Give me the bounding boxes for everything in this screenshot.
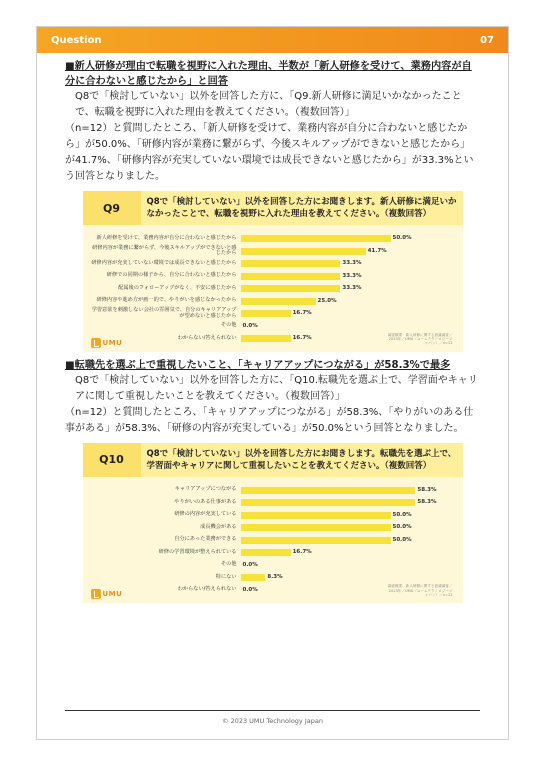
umu-logo-text: UMU [102,590,123,598]
section2-title: ■転職先を選ぶ上で重視したいこと、「キャリアアップにつながる」が58.3%で最多 [65,359,451,371]
bar [241,574,266,581]
q9-label: Q9 [102,201,120,215]
bar-row [89,296,457,307]
bar-track [241,298,421,305]
q10-question-text: Q8で「検討していない」以外を回答した方にお聞きします。転職先を選ぶ上で、学習面やキャリアに関して重視したいことを教えてください。（複数回答） [141,443,463,477]
value-label: 16.7% [292,549,312,555]
q10-chart-header [83,443,463,477]
category-label: 研修内容が充実していない環境では成長できないと感じたから [91,259,237,266]
bar-track [241,562,421,569]
q10-label: Q10 [99,453,124,466]
section1-paragraph-1: Q8で「検討していない」以外を回答した方に、「Q9.新人研修に満足いかなかったことで、転職を視野に入れた理由を教えてください。（複数回答）」 [75,91,462,118]
bar [241,537,391,544]
bar-row [89,497,457,508]
category-label: 研修の内容が充実している [174,511,237,518]
q9-question-text: Q8で「検討していない」以外を回答した方にお聞きします。新人研修に満足いかなかったことで、転職を視野に入れた理由を教えてください。（複数回答） [141,191,463,225]
value-label: 58.3% [417,499,437,505]
bar [241,310,291,317]
category-label: 配属後のフォローアップがなく、不安に感じたから [118,284,237,291]
umu-logo-text: UMU [102,338,123,347]
category-label: 研修での同期の様子から、自分に合わないと感じたから [106,272,237,279]
page-number: 07 [480,34,494,46]
section1-paragraph-2: （n=12）と質問したところ、「新人研修を受けて、業務内容が自分に合わないと感じたから」が50.0%、「研修内容が業務に繋がらず、今後スキルアップができないと感じたから」が41.7%、「研修内容が充実していない環境では成長できないと感じたから」が33.3%という回答となりました。 [65,123,474,182]
report-page [36,26,509,740]
bar [241,285,341,292]
bar-track [241,549,421,556]
bar-row [89,510,457,521]
bar-track [241,323,421,330]
bar-row [89,547,457,558]
value-label: 50.0% [392,524,412,530]
page-content [37,53,508,603]
section2-paragraph-1: Q8で「検討していない」以外を回答した方に、「Q10.転職先を選ぶ上で、学習面やキャリアに関して重視したいことを教えてください。（複数回答）」 [75,374,478,402]
category-label: 研修内容が業務に繋がらず、今後スキルアップができないと感じたから [92,244,237,256]
category-label: その他 [220,322,237,329]
category-label: 新人研修を受けて、業務内容が自分に合わないと感じたから [96,234,237,241]
category-label: 自分にあった業務ができる [174,536,237,543]
bar-track [241,574,421,581]
value-label: 50.0% [392,511,412,518]
category-label: 研修内容や進め方が画一的で、やりがいを感じなかったから [96,297,237,304]
section1-title: ■新人研修が理由で転職を視野に入れた理由、半数が「新人研修を受けて、業務内容が自分に合わないと感じたから」と回答 [65,61,472,87]
umu-logo-icon [91,589,101,599]
header-label: Question [51,34,102,46]
bar [241,487,416,494]
umu-logo-icon [91,338,101,348]
bar-track [241,512,421,519]
category-label: わからない/答えられない [177,334,237,341]
value-label: 50.0% [392,536,412,543]
bar [241,260,341,267]
bar-row [89,283,457,294]
value-label: 8.3% [267,574,283,580]
bar [241,512,391,519]
value-label: 0.0% [242,322,258,329]
bar [241,235,391,242]
umu-logo [91,338,123,348]
q10-chart [83,443,463,604]
q9-chart [83,191,463,352]
section2-paragraph-2: （n=12）と質問したところ、「キャリアアップにつながる」が58.3%、「やりがいのある仕事がある」が58.3%、「研修の内容が充実している」が50.0%という回答となりました。 [65,406,474,434]
value-label: 41.7% [367,247,387,254]
bar [241,549,291,556]
bar-row [89,233,457,244]
page-header [37,27,508,53]
bar [241,273,341,280]
q10-survey-note: 調査概要：新人研修に関する意識調査／2023年／UMU（ユームテクノロジージャパン）／n=12 [387,584,453,597]
value-label: 58.3% [417,486,437,493]
bar-row [89,485,457,496]
bar [241,499,416,506]
bar [241,524,391,531]
bar-row [89,321,457,332]
value-label: 25.0% [317,297,337,304]
bar-track [241,486,437,494]
copyright-text: © 2023 UMU Technology Japan [222,717,323,725]
bar-track [241,248,421,255]
bar-row [89,572,457,583]
category-label: わからない/答えられない [177,586,237,593]
q9-survey-note: 調査概要：新人研修に関する意識調査／2023年／UMU（ユームテクノロジージャパン）／n=12 [387,332,453,346]
value-label: 50.0% [392,235,412,241]
bar-track [241,537,421,544]
bar [241,248,366,255]
bar-row [89,308,457,319]
category-label: 学習意欲を刺激しない会社の雰囲気で、自分のキャリアアップが望めないと感じたから [91,307,237,319]
category-label: やりがいのある仕事がある [174,498,237,505]
bar-track [241,499,437,506]
bar-track [241,285,421,292]
category-label: 研修の学習環境が整えられている [158,548,237,555]
category-label: キャリアアップにつながる [174,486,237,493]
bar [241,335,291,342]
value-label: 0.0% [242,561,258,568]
value-label: 33.3% [342,260,362,266]
value-label: 0.0% [242,586,258,593]
value-label: 33.3% [342,285,362,291]
bar-track [241,260,421,267]
bar-track [241,235,421,242]
bar [241,298,316,305]
category-label: 特にない [215,573,237,580]
category-label: その他 [220,561,237,568]
bar-track [241,524,421,531]
page-footer [65,710,480,725]
bar-track [241,273,421,280]
category-label: 成長機会がある [200,523,237,530]
q9-chart-header [83,191,463,225]
value-label: 16.7% [292,335,312,341]
umu-logo [91,589,123,599]
bar-row [89,535,457,546]
value-label: 33.3% [342,272,362,279]
value-label: 16.7% [292,310,312,316]
bar-row [89,522,457,533]
bar-row [89,560,457,571]
bar-row [89,258,457,269]
bar-row [89,271,457,282]
bar-row [89,246,457,257]
bar-track [241,310,421,317]
